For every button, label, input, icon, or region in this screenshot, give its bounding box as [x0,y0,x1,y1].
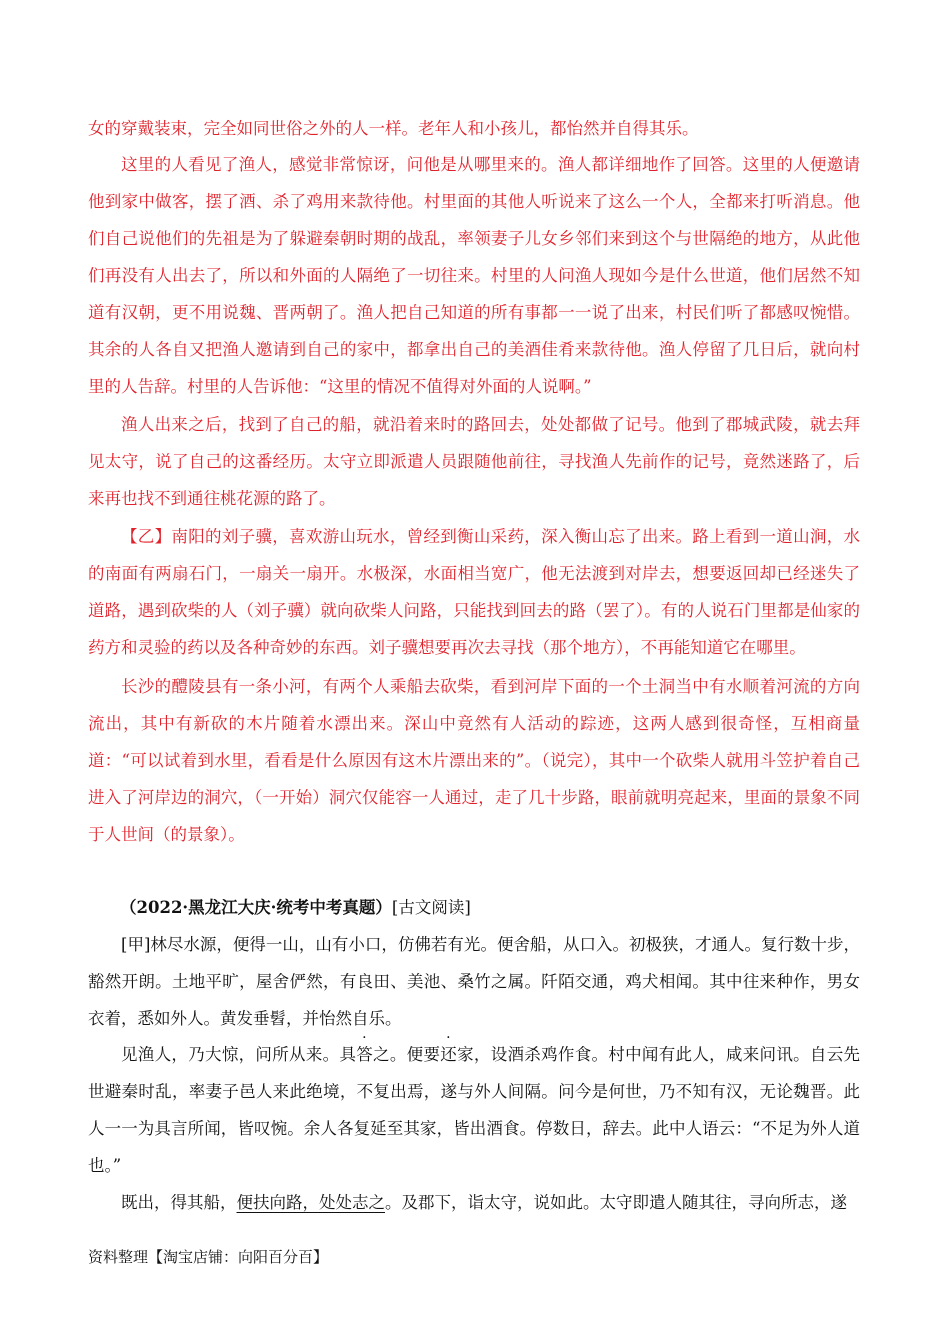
original-paragraph-3-post: 。及郡下，诣太守，说如此。太守即遣人随其往，寻向所志，遂 [385,1193,847,1212]
question-type: [古文阅读] [391,898,471,917]
original-paragraph-2-mid: 答之。便 [356,1045,424,1064]
translation-paragraph-5: 长沙的醴陵县有一条小河，有两个人乘船去砍柴，看到河岸下面的一个土洞当中有水顺着河流的方向流出，其中有新砍的木片随着水漂出来。深山中竟然有人活动的踪迹，这两人感到很奇怪，互相商量道：“可以试着到水里，看看是什么原因有这木片漂出来的”。（说完），其中一个砍柴人就用斗笠护着自己进入了河岸边的洞穴，（一开始）洞穴仅能容一人通过，走了几十步路，眼前就明亮起来，里面的景象不同于人世间（的景象）。 [88,677,860,844]
underlined-sentence: 便扶向路，处处志之 [236,1193,385,1212]
original-paragraph-2 [88,1036,860,1184]
section-tag-yi: 【乙】 [121,527,172,546]
original-paragraph-1: [甲]林尽水源，便得一山，山有小口，仿佛若有光。便舍船，从口入。初极狭，才通人。复行数十步，豁然开朗。土地平旷，屋舍俨然，有良田、美池、桑竹之属。阡陌交通，鸡犬相闻。其中往来种作，男女衣着，悉如外人。黄发垂髫，并怡然自乐。 [88,935,860,1028]
page-footer: 资料整理【淘宝店铺：向阳百分百】 [88,1248,329,1266]
original-paragraph-3 [88,1184,860,1221]
original-paragraph-2-post: 还家，设酒杀鸡作食。村中闻有此人，咸来问讯。自云先世避秦时乱，率妻子邑人来此绝境，不复出焉，遂与外人间隔。问今是何世，乃不知有汉，无论魏晋。此人一一为具言所闻，皆叹惋。余人各复延至其家，皆出酒食。停数日，辞去。此中人语云：“不足为外人道也。” [88,1045,861,1175]
translation-paragraph-4 [88,518,860,666]
original-paragraph-3-pre: 既出，得其船， [121,1193,237,1212]
translation-paragraph-3: 渔人出来之后，找到了自己的船，就沿着来时的路回去，处处都做了记号。他到了郡城武陵，就去拜见太守，说了自己的这番经历。太守立即派遣人员跟随他前往，寻找渔人先前作的记号，竟然迷路了，后来再也找不到通往桃花源的路了。 [88,415,860,508]
translation-paragraph-2: 这里的人看见了渔人，感觉非常惊讶，问他是从哪里来的。渔人都详细地作了回答。这里的人便邀请他到家中做客，摆了酒、杀了鸡用来款待他。村里面的其他人听说来了这么一个人，全都来打听消息。他们自己说他们的先祖是为了躲避秦朝时期的战乱，率领妻子儿女乡邻们来到这个与世隔绝的地方，从此他们再没有人出去了，所以和外面的人隔绝了一切往来。村里的人问渔人现如今是什么世道，他们居然不知道有汉朝，更不用说魏、晋两朝了。渔人把自己知道的所有事都一一说了出来，村民们听了都感叹惋惜。其余的人各自又把渔人邀请到自己的家中，都拿出自己的美酒佳肴来款待他。渔人停留了几日后，就向村里的人告辞。村里的人告诉他：“这里的情况不值得对外面的人说啊。” [88,155,860,396]
emphasis-dot-yao: 要 [423,1045,441,1064]
translation-paragraph-4-text: 南阳的刘子骥，喜欢游山玩水，曾经到衡山采药，深入衡山忘了出来。路上看到一道山涧，水的南面有两扇石门，一扇关一扇开。水极深，水面相当宽广，他无法渡到对岸去，想要返回却已经迷失了道路，遇到砍柴的人（刘子骥）就向砍柴人问路，只能找到回去的路（罢了）。有的人说石门里都是仙家的药方和灵验的药以及各种奇妙的东西。刘子骥想要再次去寻找（那个地方），不再能知道它在哪里。 [88,527,861,657]
translation-paragraph-1: 女的穿戴装束，完全如同世俗之外的人一样。老年人和小孩儿，都怡然并自得其乐。 [88,119,699,138]
question-source: （2022·黑龙江大庆·统考中考真题） [120,898,392,917]
emphasis-dot-ju: 具 [339,1045,357,1064]
question-heading [120,896,860,920]
original-paragraph-2-pre: 见渔人，乃大惊，问所从来。 [121,1045,340,1064]
